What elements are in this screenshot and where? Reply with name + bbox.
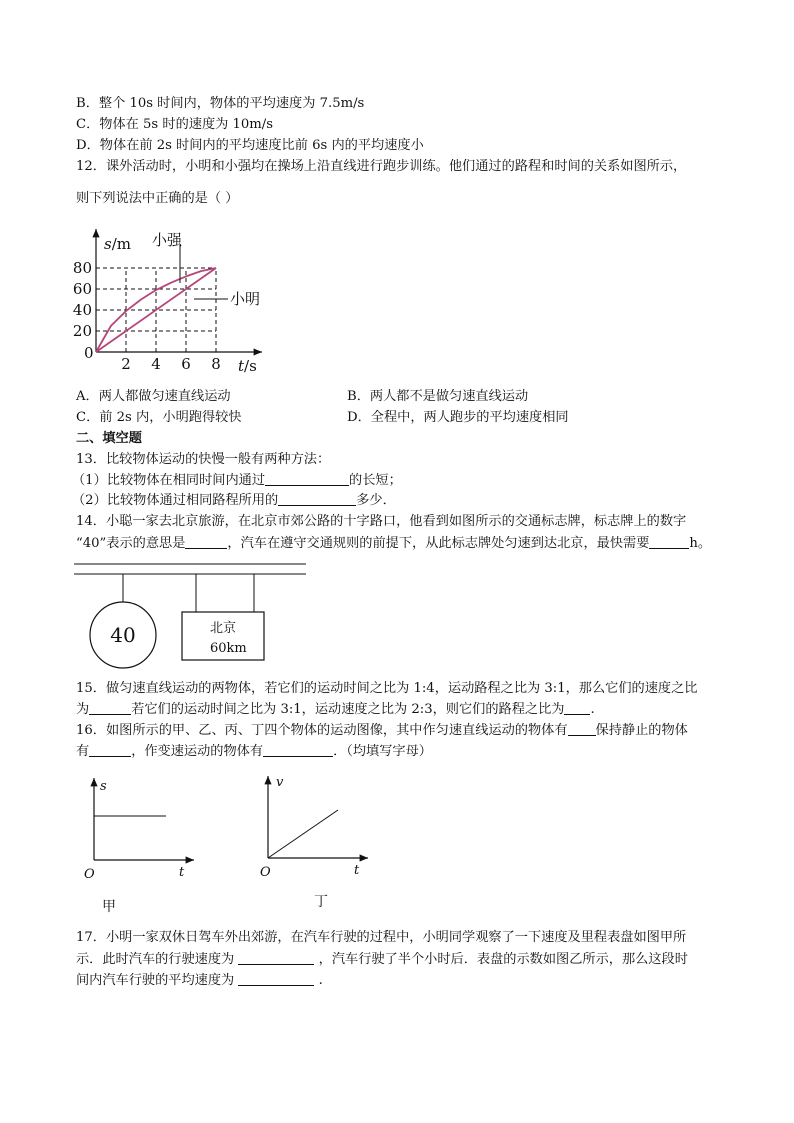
section2-title: 二、填空题 — [76, 431, 142, 446]
q16-graph-ding — [252, 772, 392, 912]
jia-x-label: t — [179, 865, 185, 880]
q11-option-c: C．物体在 5s 时的速度为 10m/s — [76, 117, 274, 132]
x-tick-label: 8 — [211, 355, 221, 373]
jia-caption: 甲 — [102, 899, 116, 915]
q12-origin-label: 0 — [84, 344, 94, 362]
q17-blank1[interactable] — [238, 951, 314, 965]
jia-origin: O — [84, 867, 95, 882]
q14-blank1[interactable] — [185, 535, 227, 549]
ding-x-label: t — [354, 863, 360, 878]
xiaoqiang-label: 小强 — [152, 231, 183, 249]
jia-y-label: s — [100, 779, 107, 794]
q12-option-b: B．两人都不是做匀速直线运动 — [347, 389, 529, 404]
y-tick-label: 40 — [72, 301, 92, 319]
q12-y-axis-label: s/m — [104, 235, 131, 253]
q12-st-chart — [70, 225, 290, 385]
x-tick-label: 2 — [121, 355, 131, 373]
q11-option-d: D．物体在前 2s 时间内的平均速度比前 6s 内的平均速度小 — [76, 138, 424, 153]
distance-sign-km: 60km — [210, 641, 247, 656]
q16-line1: 16．如图所示的甲、乙、丙、丁四个物体的运动图像，其中作匀速直线运动的物体有 保持静止的物体 — [76, 723, 688, 738]
q15-blank1[interactable] — [89, 701, 131, 715]
q12-stem-line2: 则下列说法中正确的是（ ） — [76, 191, 239, 206]
q16-line2: 有 ，作变速运动的物体有 ．（均填写字母） — [76, 744, 432, 759]
q13-stem: 13．比较物体运动的快慢一般有两种方法： — [76, 452, 331, 467]
y-tick-label: 80 — [72, 259, 92, 277]
q16-blank1[interactable] — [568, 722, 596, 736]
ding-origin: O — [260, 865, 271, 880]
x-tick-label: 6 — [181, 355, 191, 373]
q14-blank2[interactable] — [649, 535, 689, 549]
q16-blank2[interactable] — [89, 743, 131, 757]
q13-blank2[interactable] — [278, 492, 356, 506]
ding-y-label: v — [276, 775, 284, 790]
q17-line3: 间内汽车行驶的平均速度为 . — [76, 973, 323, 988]
q12-option-a: A．两人都做匀速直线运动 — [76, 389, 231, 404]
q14-line1: 14．小聪一家去北京旅游，在北京市郊公路的十字路口，他看到如图所示的交通标志牌，标志牌上的数字 — [76, 514, 687, 529]
x-tick-label: 4 — [151, 355, 161, 373]
y-tick-label: 20 — [72, 322, 92, 340]
q13-item1: （1）比较物体在相同时间内通过 的长短； — [72, 473, 402, 488]
y-tick-label: 60 — [72, 280, 92, 298]
q17-line1: 17．小明一家双休日驾车外出郊游，在汽车行驶的过程中，小明同学观察了一下速度及里程表盘如图甲所 — [76, 930, 687, 945]
speed-limit-value: 40 — [110, 623, 136, 647]
q11-option-b: B．整个 10s 时间内，物体的平均速度为 7.5m/s — [76, 96, 365, 111]
q16-graph-jia — [78, 774, 218, 914]
q17-line2: 示．此时汽车的行驶速度为 ，汽车行驶了半个小时后．表盘的示数如图乙所示，那么这段时 — [76, 952, 688, 967]
ding-v-t-line — [268, 810, 338, 858]
q12-option-c: C．前 2s 内，小明跑得较快 — [76, 410, 242, 425]
q15-blank2[interactable] — [564, 701, 590, 715]
xiaoming-label: 小明 — [230, 290, 261, 308]
q12-option-d: D．全程中，两人跑步的平均速度相同 — [347, 410, 569, 425]
distance-sign-city: 北京 — [210, 621, 237, 636]
ding-caption: 丁 — [314, 894, 328, 910]
q15-line1: 15．做匀速直线运动的两物体，若它们的运动时间之比为 1:4，运动路程之比为 3:1，那么它们的速度之比 — [76, 681, 698, 696]
q13-blank1[interactable] — [265, 472, 349, 486]
q17-blank2[interactable] — [238, 972, 314, 986]
q14-line2: “40”表示的意思是 ，汽车在遵守交通规则的前提下，从此标志牌处匀速到达北京，最快需要 h。 — [76, 536, 712, 551]
q13-item2: （2）比较物体通过相同路程所用的 多少． — [72, 493, 396, 508]
q15-line2: 为 若它们的运动时间之比为 3:1，运动速度之比为 2:3，则它们的路程之比为 . — [76, 702, 595, 717]
q12-x-axis-label: t/s — [238, 357, 257, 375]
q14-traffic-sign — [74, 560, 314, 670]
q16-blank3[interactable] — [263, 743, 333, 757]
q12-stem-line1: 12．课外活动时，小明和小强均在操场上沿直线进行跑步训练。他们通过的路程和时间的关系如图所示， — [76, 159, 687, 174]
